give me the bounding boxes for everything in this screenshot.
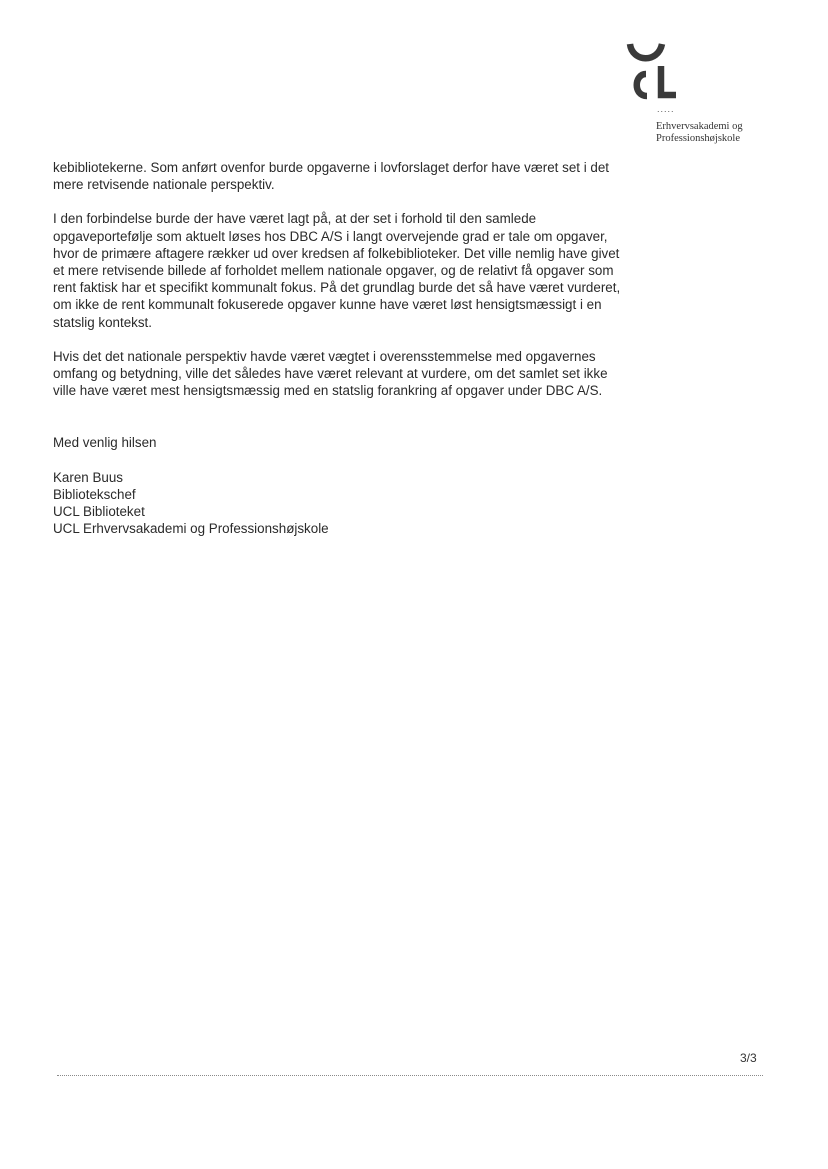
letter-body — [53, 159, 633, 537]
logo-dots: ..... — [657, 104, 675, 114]
org-line-2: Professionshøjskole — [656, 133, 740, 144]
signature-title: Bibliotekschef — [53, 486, 136, 502]
paragraph-3: Hvis det det nationale perspektiv havde været vægtet i overensstemmelse med opgavernes omfang og betydning, ville det således have været relevant at vurdere, om det samlet set ikke ville have været mest hensigtsmæssig med en statslig forankring af opgaver under DBC A/S. — [53, 348, 608, 399]
signature-name: Karen Buus — [53, 469, 123, 485]
paragraph-2: I den forbindelse burde der have været lagt på, at der set i forhold til den samlede opgaveportefølje som aktuelt løses hos DBC A/S i langt overvejende grad er tale om opgaver, hvor de primære aftagere rækker ud over kredsen af folkebiblioteker. Det ville nemlig have givet et mere retvisende billede af forholdet mellem nationale opgaver, og de relativt få opgaver som rent faktisk har et specifikt kommunalt fokus. På det grundlag burde det så have været vurderet, om ikke de rent kommunalt fokuserede opgaver kunne have været løst hensigtsmæssigt i en statslig kontekst. — [53, 211, 621, 330]
ucl-logo-icon — [622, 40, 692, 104]
ucl-logo — [622, 40, 692, 104]
signature-institution: UCL Erhvervsakademi og Professionshøjskole — [53, 521, 329, 537]
page-number: 3/3 — [740, 1051, 757, 1065]
signature-department: UCL Biblioteket — [53, 504, 145, 520]
org-line-1: Erhvervsakademi og — [656, 121, 743, 132]
closing-greeting: Med venlig hilsen — [53, 435, 157, 451]
footer-divider — [57, 1075, 763, 1076]
organization-name — [656, 121, 743, 145]
paragraph-1: kebibliotekerne. Som anført ovenfor burde opgaverne i lovforslaget derfor have været set i det mere retvisende nationale perspektiv. — [53, 160, 610, 193]
signature-block — [53, 469, 633, 538]
